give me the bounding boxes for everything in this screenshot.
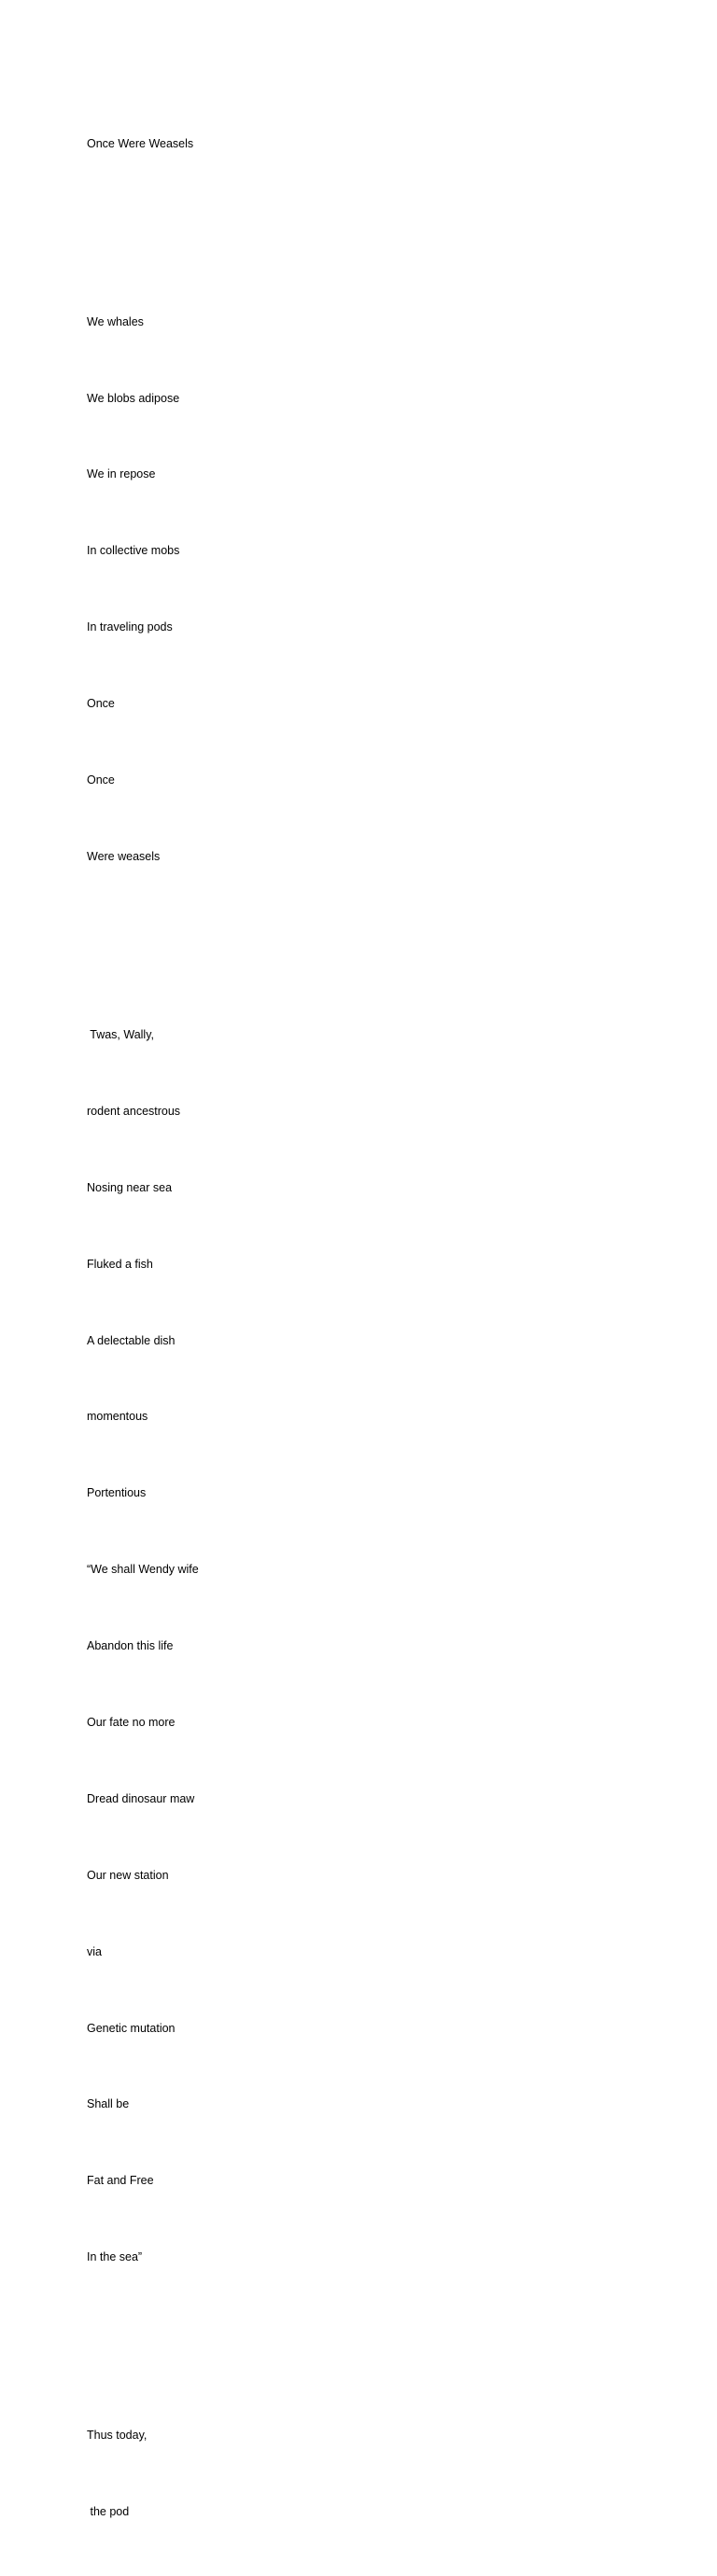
poem-body — [87, 80, 199, 2576]
poem-line: Fat and Free — [87, 2174, 154, 2188]
stanza-break — [87, 921, 199, 946]
stanza-break — [87, 207, 199, 232]
poem-line: Portentious — [87, 1486, 147, 1500]
poem-line: Abandon this life — [87, 1639, 174, 1653]
poem-line: momentous — [87, 1410, 148, 1424]
poem-line: Thus today, — [87, 2429, 148, 2443]
poem-line: the pod — [87, 2505, 130, 2519]
poem-line: In collective mobs — [87, 544, 180, 558]
poem-line: We in repose — [87, 467, 156, 481]
poem-line: Our fate no more — [87, 1716, 176, 1729]
poem-line: Genetic mutation — [87, 2021, 176, 2035]
poem-line: Once — [87, 697, 115, 711]
poem-line: via — [87, 1944, 102, 1958]
poem-title: Once Were Weasels — [87, 136, 194, 150]
poem-line: Fluked a fish — [87, 1257, 153, 1271]
poem-line: Dread dinosaur maw — [87, 1791, 195, 1805]
stanza-break — [87, 2321, 199, 2346]
poem-line: Were weasels — [87, 849, 161, 863]
poem-line: We blobs adipose — [87, 391, 180, 405]
poem-line: We whales — [87, 314, 144, 328]
poem-line: Twas, Wally, — [87, 1027, 155, 1041]
poem-line: Once — [87, 773, 115, 787]
poem-line: “We shall Wendy wife — [87, 1563, 199, 1577]
poem-line: A delectable dish — [87, 1333, 176, 1347]
poem-line: Shall be — [87, 2097, 130, 2111]
poem-line: rodent ancestrous — [87, 1104, 181, 1118]
poem-line: In traveling pods — [87, 620, 173, 634]
poem-line: Nosing near sea — [87, 1180, 173, 1194]
poem-line: Our new station — [87, 1868, 169, 1882]
poem-line: In the sea” — [87, 2250, 143, 2264]
